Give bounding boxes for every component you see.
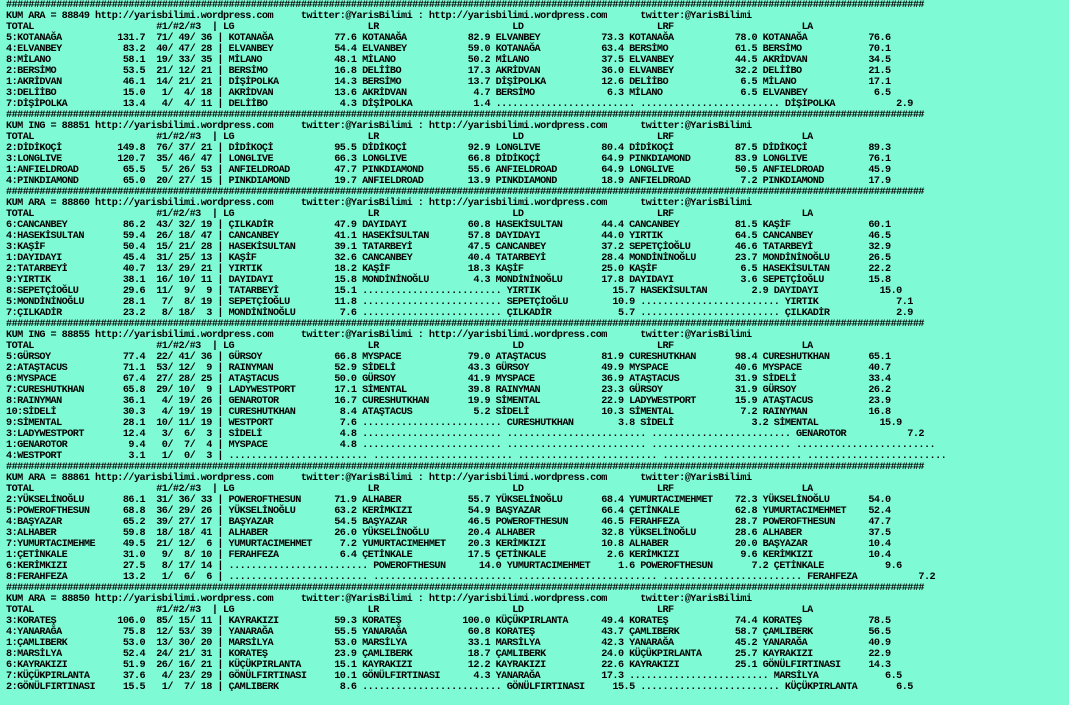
report-line: 5:GÜRSOY 77.4 22/ 41/ 36 | GÜRSOY 66.8 MYSPACE 79.0 ATAŞTACUS 81.9 CURESHUTKHAN 98.4 CURESHUTKHAN 65.1 xyxy=(6,352,891,363)
report-line: 3:DELİİBO 15.0 1/ 4/ 18 | AKRİDVAN 13.6 AKRİDVAN 4.7 BERSİMO 6.3 MİLANO 6.5 ELVANBEY 6.5 xyxy=(6,88,891,99)
report-line: 3:KAŞİF 50.4 15/ 21/ 28 | HASEKİSULTAN 39.1 TATARBEYİ 47.5 CANCANBEY 37.2 SEPETÇİOĞLU 46.6 TATARBEYİ 32.9 xyxy=(6,242,891,253)
report-line: 3:LADYWESTPORT 12.4 3/ 6/ 3 | SİDELİ 4.8 ......................... ......................... ......................... GENAROTOR 7.2 xyxy=(6,429,924,440)
separator-line: ##################################################################################################################################################################### xyxy=(6,319,924,330)
separator-line: ##################################################################################################################################################################### xyxy=(6,583,924,594)
report-line: 4:HASEKİSULTAN 59.4 26/ 18/ 47 | CANCANBEY 41.1 HASEKİSULTAN 57.8 DAYIDAYI 44.0 YIRTIK 64.5 CANCANBEY 46.5 xyxy=(6,231,891,242)
report-line: KUM ARA = 88850 http://yarisbilimi.wordpress.com twitter:@YarisBilimi : http://yarisbilimi.wordpress.com twitter:@YarisBilimi xyxy=(6,594,752,605)
report-line: 4:ELVANBEY 83.2 40/ 47/ 28 | ELVANBEY 54.4 ELVANBEY 59.0 KOTANAĞA 63.4 BERSİMO 61.5 BERSİMO 70.1 xyxy=(6,44,891,55)
report-line: 1:ÇAMLIBERK 53.0 13/ 30/ 20 | MARSİLYA 53.0 MARSİLYA 33.1 MARSİLYA 42.3 YANARAĞA 45.2 YANARAĞA 40.9 xyxy=(6,638,891,649)
report-line: KUM ARA = 88860 http://yarisbilimi.wordpress.com twitter:@YarisBilimi : http://yarisbilimi.wordpress.com twitter:@YarisBilimi xyxy=(6,198,752,209)
report-line: KUM ING = 88851 http://yarisbilimi.wordpress.com twitter:@YarisBilimi : http://yarisbilimi.wordpress.com twitter:@YarisBilimi xyxy=(6,121,752,132)
report-line: 10:SİDELİ 30.3 4/ 19/ 19 | CURESHUTKHAN 8.4 ATAŞTACUS 5.2 SİDELİ 10.3 SİMENTAL 7.2 RAINYMAN 16.8 xyxy=(6,407,891,418)
report-line: 2:DİDİKOÇİ 149.8 76/ 37/ 21 | DİDİKOÇİ 95.5 DİDİKOÇİ 92.9 LONGLIVE 80.4 DİDİKOÇİ 87.5 DİDİKOÇİ 89.3 xyxy=(6,143,891,154)
separator-line: ##################################################################################################################################################################### xyxy=(6,0,924,11)
report-line: TOTAL #1/#2/#3 | LG LR LD LRF LA xyxy=(6,132,813,143)
report-line: TOTAL #1/#2/#3 | LG LR LD LRF LA xyxy=(6,484,813,495)
report-line: 7:KÜÇÜKPIRLANTA 37.6 4/ 23/ 29 | GÖNÜLFIRTINASI 10.1 GÖNÜLFIRTINASI 4.3 YANARAĞA 17.3 ......................... MARSİLYA 6.5 xyxy=(6,671,902,682)
report-line: 6:KERİMKIZI 27.5 8/ 17/ 14 | ......................... POWEROFTHESUN 14.0 YUMURTACIMEHMET 1.6 POWEROFTHESUN 7.2 ÇETİNKALE 9.6 xyxy=(6,561,902,572)
report-line: 9:YIRTIK 38.1 16/ 10/ 11 | DAYIDAYI 15.8 MONDİNİNOĞLU 4.3 MONDİNİNOĞLU 17.8 DAYIDAYI 3.6 SEPETÇİOĞLU 15.8 xyxy=(6,275,891,286)
report-line: 2:TATARBEYİ 40.7 13/ 29/ 21 | YIRTIK 18.2 KAŞİF 18.3 KAŞİF 25.0 KAŞİF 6.5 HASEKİSULTAN 22.2 xyxy=(6,264,891,275)
report-line: 8:MARSİLYA 52.4 24/ 21/ 31 | KORATEŞ 23.9 ÇAMLIBERK 18.7 ÇAMLIBERK 24.0 KÜÇÜKPIRLANTA 25.7 KAYRAKIZI 22.9 xyxy=(6,649,891,660)
report-line: 4:WESTPORT 3.1 1/ 0/ 3 | ......................... ......................... ......................... ......................... ......................... xyxy=(6,451,947,462)
report-line: 1:ANFIELDROAD 65.5 5/ 26/ 53 | ANFIELDROAD 47.7 PINKDIAMOND 55.6 ANFIELDROAD 64.9 LONGLIVE 50.5 ANFIELDROAD 45.9 xyxy=(6,165,891,176)
report-line: KUM ARA = 88849 http://yarisbilimi.wordpress.com twitter:@YarisBilimi : http://yarisbilimi.wordpress.com twitter:@YarisBilimi xyxy=(6,11,752,22)
report-line: KUM ARA = 88861 http://yarisbilimi.wordpress.com twitter:@YarisBilimi : http://yarisbilimi.wordpress.com twitter:@YarisBilimi xyxy=(6,473,752,484)
report-line: TOTAL #1/#2/#3 | LG LR LD LRF LA xyxy=(6,22,813,33)
report-line: 4:YANARAĞA 75.8 12/ 53/ 39 | YANARAĞA 55.5 YANARAĞA 60.8 KORATEŞ 43.7 ÇAMLIBERK 58.7 ÇAMLIBERK 56.5 xyxy=(6,627,891,638)
report-line: 2:BERSİMO 53.5 21/ 12/ 21 | BERSİMO 16.8 DELİİBO 17.3 AKRİDVAN 36.0 ELVANBEY 32.2 DELİİBO 21.5 xyxy=(6,66,891,77)
report-line: 8:RAINYMAN 36.1 4/ 19/ 26 | GENAROTOR 16.7 CURESHUTKHAN 19.9 SİMENTAL 22.9 LADYWESTPORT 15.9 ATAŞTACUS 23.9 xyxy=(6,396,891,407)
report-line: 5:MONDİNİNOĞLU 28.1 7/ 8/ 19 | SEPETÇİOĞLU 11.8 ......................... SEPETÇİOĞLU 10.9 ......................... YIRTIK 7.1 xyxy=(6,297,913,308)
report-line: 2:YÜKSELİNOĞLU 86.1 31/ 36/ 33 | POWEROFTHESUN 71.9 ALHABER 55.7 YÜKSELİNOĞLU 68.4 YUMURTACIMEHMET 72.3 YÜKSELİNOĞLU 54.0 xyxy=(6,495,891,506)
report-line: 6:CANCANBEY 86.2 43/ 32/ 19 | ÇILKADİR 47.9 DAYIDAYI 60.8 HASEKİSULTAN 44.4 CANCANBEY 81.5 KAŞİF 60.1 xyxy=(6,220,891,231)
report-line: 1:ÇETİNKALE 31.0 9/ 8/ 10 | FERAHFEZA 6.4 ÇETİNKALE 17.5 ÇETİNKALE 2.6 KERİMKIZI 9.6 KERİMKIZI 10.4 xyxy=(6,550,891,561)
report-line: 2:ATAŞTACUS 71.1 53/ 12/ 9 | RAINYMAN 52.9 SİDELİ 43.3 GÜRSOY 49.9 MYSPACE 40.6 MYSPACE 40.7 xyxy=(6,363,891,374)
report-line: TOTAL #1/#2/#3 | LG LR LD LRF LA xyxy=(6,341,813,352)
separator-line: ##################################################################################################################################################################### xyxy=(6,462,924,473)
report-line: KUM ING = 88855 http://yarisbilimi.wordpress.com twitter:@YarisBilimi : http://yarisbilimi.wordpress.com twitter:@YarisBilimi xyxy=(6,330,752,341)
report-line: 9:SİMENTAL 28.1 10/ 11/ 19 | WESTPORT 7.6 ......................... CURESHUTKHAN 3.8 SİDELİ 3.2 SİMENTAL 15.9 xyxy=(6,418,902,429)
report-line: 3:KORATEŞ 106.0 85/ 15/ 11 | KAYRAKIZI 59.3 KORATEŞ 100.0 KÜÇÜKPIRLANTA 49.4 KORATEŞ 74.4 KORATEŞ 78.5 xyxy=(6,616,891,627)
report-line: TOTAL #1/#2/#3 | LG LR LD LRF LA xyxy=(6,605,813,616)
report-line: 5:POWEROFTHESUN 68.8 36/ 29/ 26 | YÜKSELİNOĞLU 63.2 KERİMKIZI 54.9 BAŞYAZAR 66.4 ÇETİNKALE 62.8 YUMURTACIMEHMET 52.4 xyxy=(6,506,891,517)
report-line: 4:BAŞYAZAR 65.2 39/ 27/ 17 | BAŞYAZAR 54.5 BAŞYAZAR 46.5 POWEROFTHESUN 46.5 FERAHFEZA 28.7 POWEROFTHESUN 47.7 xyxy=(6,517,891,528)
report-line: 7:DİŞİPOLKA 13.4 4/ 4/ 11 | DELİİBO 4.3 DİŞİPOLKA 1.4 ......................... ......................... DİŞİPOLKA 2.9 xyxy=(6,99,913,110)
report-line: TOTAL #1/#2/#3 | LG LR LD LRF LA xyxy=(6,209,813,220)
report-line: 5:KOTANAĞA 131.7 71/ 49/ 36 | KOTANAĞA 77.6 KOTANAĞA 82.9 ELVANBEY 73.3 KOTANAĞA 78.0 KOTANAĞA 76.6 xyxy=(6,33,891,44)
report-line: 4:PINKDIAMOND 65.0 20/ 27/ 15 | PINKDIAMOND 19.7 ANFIELDROAD 13.9 PINKDIAMOND 18.9 ANFIELDROAD 7.2 PINKDIAMOND 17.9 xyxy=(6,176,891,187)
report-line: 3:ALHABER 59.8 18/ 18/ 41 | ALHABER 26.0 YÜKSELİNOĞLU 20.4 ALHABER 32.8 YÜKSELİNOĞLU 28.6 ALHABER 37.5 xyxy=(6,528,891,539)
report-line: 1:GENAROTOR 9.4 0/ 7/ 4 | MYSPACE 4.8 ......................... ......................... ......................... ......................... xyxy=(6,440,936,451)
report-line: 7:ÇILKADİR 23.2 8/ 18/ 3 | MONDİNİNOĞLU 7.6 ......................... ÇILKADİR 5.7 ......................... ÇILKADİR 2.9 xyxy=(6,308,913,319)
report-line: 2:GÖNÜLFIRTINASI 15.5 1/ 7/ 18 | ÇAMLIBERK 8.6 ......................... GÖNÜLFIRTINASI 15.5 ......................... KÜÇÜKPIRLANTA 6.5 xyxy=(6,682,913,693)
report-line: 6:MYSPACE 67.4 27/ 28/ 25 | ATAŞTACUS 50.0 GÜRSOY 41.9 MYSPACE 36.9 ATAŞTACUS 31.9 SİDELİ 33.4 xyxy=(6,374,891,385)
report-line: 1:AKRİDVAN 46.1 14/ 21/ 21 | DİŞİPOLKA 14.3 BERSİMO 13.7 DİŞİPOLKA 12.6 DELİİBO 6.5 MİLANO 17.1 xyxy=(6,77,891,88)
separator-line: ##################################################################################################################################################################### xyxy=(6,187,924,198)
report-line: 7:CURESHUTKHAN 65.8 29/ 10/ 9 | LADYWESTPORT 17.1 SİMENTAL 39.8 RAINYMAN 23.3 GÜRSOY 31.9 GÜRSOY 26.2 xyxy=(6,385,891,396)
report-line: 3:LONGLIVE 120.7 35/ 46/ 47 | LONGLIVE 66.3 LONGLIVE 66.8 DİDİKOÇİ 64.9 PINKDIAMOND 83.9 LONGLIVE 76.1 xyxy=(6,154,891,165)
separator-line: ##################################################################################################################################################################### xyxy=(6,110,924,121)
report-line: 7:YUMURTACIMEHME 49.5 21/ 12/ 6 | YUMURTACIMEHMET 7.2 YUMURTACIMEHMET 20.3 KERİMKIZI 10.8 ALHABER 20.0 BAŞYAZAR 10.4 xyxy=(6,539,891,550)
report-line: 8:MİLANO 58.1 19/ 33/ 35 | MİLANO 48.1 MİLANO 50.2 MİLANO 37.5 ELVANBEY 44.5 AKRİDVAN 34.5 xyxy=(6,55,891,66)
report-line: 1:DAYIDAYI 45.4 31/ 25/ 13 | KAŞİF 32.6 CANCANBEY 40.4 TATARBEYİ 28.4 MONDİNİNOĞLU 23.7 MONDİNİNOĞLU 26.5 xyxy=(6,253,891,264)
report-line: 6:KAYRAKIZI 51.9 26/ 16/ 21 | KÜÇÜKPIRLANTA 15.1 KAYRAKIZI 12.2 KAYRAKIZI 22.6 KAYRAKIZI 25.1 GÖNÜLFIRTINASI 14.3 xyxy=(6,660,891,671)
report-line: 8:SEPETÇİOĞLU 29.6 11/ 9/ 9 | TATARBEYİ 15.1 ......................... YIRTIK 15.7 HASEKİSULTAN 2.9 DAYIDAYI 15.0 xyxy=(6,286,902,297)
report-line: 8:FERAHFEZA 13.2 1/ 6/ 6 | ......................... ......................... ......................... ......................... FERAHFEZA 7.2 xyxy=(6,572,936,583)
